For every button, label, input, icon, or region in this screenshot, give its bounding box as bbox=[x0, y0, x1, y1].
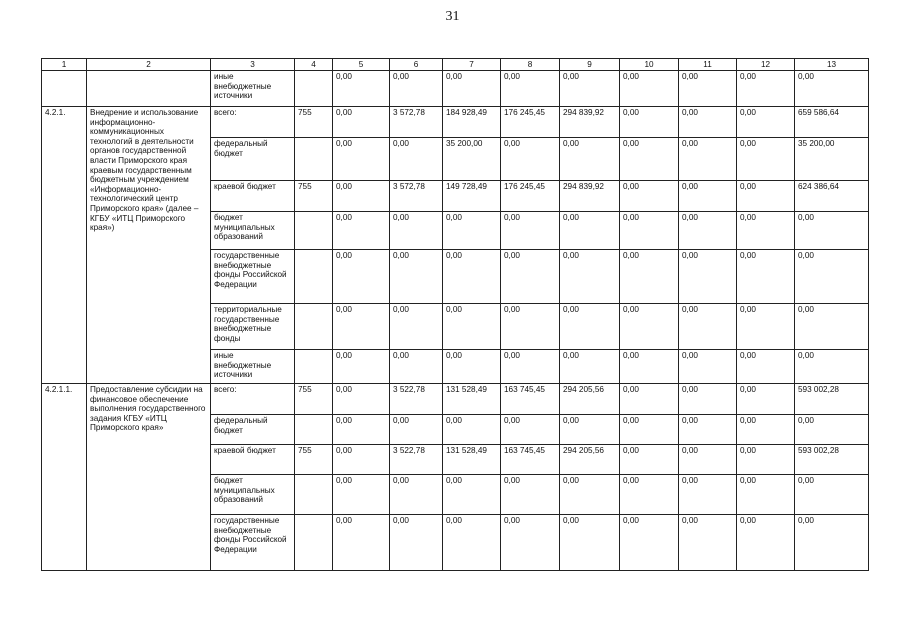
value-cell: 0,00 bbox=[620, 181, 679, 212]
item-code-cell: 4.2.1. bbox=[42, 107, 87, 384]
value-cell: 0,00 bbox=[390, 71, 443, 107]
value-cell: 0,00 bbox=[737, 445, 795, 475]
value-cell: 0,00 bbox=[679, 350, 737, 384]
table-row bbox=[42, 107, 869, 138]
value-cell: 0,00 bbox=[333, 181, 390, 212]
value-cell: 0,00 bbox=[737, 212, 795, 250]
source-cell: бюджет муниципальных образований bbox=[211, 212, 295, 250]
source-cell: краевой бюджет bbox=[211, 181, 295, 212]
value-cell: 0,00 bbox=[795, 415, 869, 445]
value-cell: 0,00 bbox=[501, 304, 560, 350]
code4-cell bbox=[295, 212, 333, 250]
value-cell: 0,00 bbox=[443, 350, 501, 384]
value-cell: 0,00 bbox=[560, 515, 620, 571]
source-cell: федеральный бюджет bbox=[211, 138, 295, 181]
value-cell: 0,00 bbox=[679, 475, 737, 515]
value-cell: 0,00 bbox=[333, 475, 390, 515]
value-cell: 0,00 bbox=[333, 71, 390, 107]
code4-cell bbox=[295, 304, 333, 350]
value-cell: 0,00 bbox=[737, 107, 795, 138]
header-cell: 12 bbox=[737, 59, 795, 71]
header-cell: 1 bbox=[42, 59, 87, 71]
source-cell: иные внебюджетные источники bbox=[211, 350, 295, 384]
value-cell: 294 205,56 bbox=[560, 445, 620, 475]
table-header bbox=[42, 59, 869, 71]
value-cell: 0,00 bbox=[333, 384, 390, 415]
value-cell: 0,00 bbox=[620, 212, 679, 250]
value-cell: 0,00 bbox=[443, 212, 501, 250]
item-name-cell: Предоставление субсидии на финансовое обеспечение выполнения государственного задания КГБУ «ИТЦ Приморского края» bbox=[87, 384, 211, 571]
value-cell: 0,00 bbox=[501, 415, 560, 445]
value-cell: 0,00 bbox=[679, 515, 737, 571]
value-cell: 131 528,49 bbox=[443, 384, 501, 415]
code4-cell bbox=[295, 71, 333, 107]
value-cell: 0,00 bbox=[390, 415, 443, 445]
name-cell bbox=[87, 71, 211, 107]
value-cell: 294 839,92 bbox=[560, 181, 620, 212]
code-cell bbox=[42, 71, 87, 107]
value-cell: 0,00 bbox=[737, 304, 795, 350]
value-cell: 0,00 bbox=[737, 415, 795, 445]
value-cell: 0,00 bbox=[333, 212, 390, 250]
value-cell: 0,00 bbox=[560, 415, 620, 445]
value-cell: 593 002,28 bbox=[795, 384, 869, 415]
value-cell: 0,00 bbox=[390, 475, 443, 515]
value-cell: 0,00 bbox=[737, 138, 795, 181]
value-cell: 0,00 bbox=[560, 212, 620, 250]
header-cell: 8 bbox=[501, 59, 560, 71]
value-cell: 0,00 bbox=[443, 415, 501, 445]
value-cell: 176 245,45 bbox=[501, 181, 560, 212]
page-number: 31 bbox=[445, 9, 460, 24]
budget-table bbox=[41, 58, 869, 571]
value-cell: 0,00 bbox=[501, 71, 560, 107]
value-cell: 0,00 bbox=[679, 138, 737, 181]
value-cell: 0,00 bbox=[560, 350, 620, 384]
value-cell: 0,00 bbox=[560, 304, 620, 350]
header-cell: 6 bbox=[390, 59, 443, 71]
value-cell: 0,00 bbox=[333, 138, 390, 181]
code4-cell bbox=[295, 515, 333, 571]
value-cell: 624 386,64 bbox=[795, 181, 869, 212]
value-cell: 0,00 bbox=[679, 445, 737, 475]
value-cell: 0,00 bbox=[679, 212, 737, 250]
value-cell: 0,00 bbox=[501, 138, 560, 181]
table-row bbox=[42, 71, 869, 107]
value-cell: 0,00 bbox=[679, 415, 737, 445]
value-cell: 149 728,49 bbox=[443, 181, 501, 212]
value-cell: 0,00 bbox=[620, 250, 679, 304]
value-cell: 0,00 bbox=[737, 384, 795, 415]
header-cell: 13 bbox=[795, 59, 869, 71]
value-cell: 0,00 bbox=[795, 250, 869, 304]
header-cell: 11 bbox=[679, 59, 737, 71]
source-cell: государственные внебюджетные фонды Российской Федерации bbox=[211, 515, 295, 571]
value-cell: 0,00 bbox=[620, 107, 679, 138]
value-cell: 0,00 bbox=[333, 445, 390, 475]
value-cell: 294 205,56 bbox=[560, 384, 620, 415]
value-cell: 0,00 bbox=[737, 71, 795, 107]
value-cell: 0,00 bbox=[795, 71, 869, 107]
value-cell: 0,00 bbox=[333, 515, 390, 571]
header-cell: 5 bbox=[333, 59, 390, 71]
value-cell: 593 002,28 bbox=[795, 445, 869, 475]
value-cell: 0,00 bbox=[679, 107, 737, 138]
value-cell: 131 528,49 bbox=[443, 445, 501, 475]
value-cell: 0,00 bbox=[679, 181, 737, 212]
header-row bbox=[42, 59, 869, 71]
value-cell: 35 200,00 bbox=[795, 138, 869, 181]
value-cell: 0,00 bbox=[501, 515, 560, 571]
item-code-cell: 4.2.1.1. bbox=[42, 384, 87, 571]
header-cell: 10 bbox=[620, 59, 679, 71]
header-cell: 4 bbox=[295, 59, 333, 71]
value-cell: 0,00 bbox=[390, 212, 443, 250]
value-cell: 0,00 bbox=[737, 250, 795, 304]
value-cell: 0,00 bbox=[443, 71, 501, 107]
value-cell: 0,00 bbox=[333, 415, 390, 445]
value-cell: 163 745,45 bbox=[501, 384, 560, 415]
value-cell: 0,00 bbox=[620, 384, 679, 415]
code4-cell: 755 bbox=[295, 107, 333, 138]
value-cell: 3 572,78 bbox=[390, 181, 443, 212]
code4-cell: 755 bbox=[295, 384, 333, 415]
value-cell: 0,00 bbox=[501, 212, 560, 250]
value-cell: 0,00 bbox=[560, 250, 620, 304]
value-cell: 0,00 bbox=[795, 515, 869, 571]
value-cell: 0,00 bbox=[679, 250, 737, 304]
code4-cell bbox=[295, 415, 333, 445]
value-cell: 0,00 bbox=[390, 515, 443, 571]
code4-cell bbox=[295, 250, 333, 304]
code4-cell bbox=[295, 475, 333, 515]
value-cell: 0,00 bbox=[737, 350, 795, 384]
value-cell: 0,00 bbox=[795, 350, 869, 384]
value-cell: 0,00 bbox=[679, 304, 737, 350]
header-cell: 3 bbox=[211, 59, 295, 71]
header-cell: 2 bbox=[87, 59, 211, 71]
value-cell: 0,00 bbox=[443, 304, 501, 350]
code4-cell bbox=[295, 350, 333, 384]
value-cell: 0,00 bbox=[620, 138, 679, 181]
value-cell: 0,00 bbox=[795, 475, 869, 515]
code4-cell bbox=[295, 138, 333, 181]
value-cell: 0,00 bbox=[620, 71, 679, 107]
source-cell: краевой бюджет bbox=[211, 445, 295, 475]
value-cell: 0,00 bbox=[333, 107, 390, 138]
value-cell: 0,00 bbox=[560, 138, 620, 181]
source-cell: всего: bbox=[211, 384, 295, 415]
value-cell: 0,00 bbox=[620, 515, 679, 571]
value-cell: 0,00 bbox=[333, 304, 390, 350]
value-cell: 0,00 bbox=[620, 415, 679, 445]
value-cell: 176 245,45 bbox=[501, 107, 560, 138]
source-cell: всего: bbox=[211, 107, 295, 138]
value-cell: 0,00 bbox=[620, 350, 679, 384]
value-cell: 0,00 bbox=[620, 445, 679, 475]
value-cell: 3 572,78 bbox=[390, 107, 443, 138]
value-cell: 0,00 bbox=[390, 304, 443, 350]
value-cell: 0,00 bbox=[679, 71, 737, 107]
source-cell: государственные внебюджетные фонды Российской Федерации bbox=[211, 250, 295, 304]
source-cell: территориальные государственные внебюджетные фонды bbox=[211, 304, 295, 350]
source-cell: федеральный бюджет bbox=[211, 415, 295, 445]
item-name-cell: Внедрение и использование информационно-коммуникационных технологий в деятельности органов государственной власти Приморского края краевым государственным бюджетным учреждением «Информационно-технологический центр Приморского края» (далее – КГБУ «ИТЦ Приморского края») bbox=[87, 107, 211, 384]
value-cell: 0,00 bbox=[333, 350, 390, 384]
value-cell: 0,00 bbox=[795, 212, 869, 250]
value-cell: 0,00 bbox=[390, 350, 443, 384]
value-cell: 0,00 bbox=[620, 304, 679, 350]
value-cell: 294 839,92 bbox=[560, 107, 620, 138]
source-cell: иные внебюджетные источники bbox=[211, 71, 295, 107]
value-cell: 163 745,45 bbox=[501, 445, 560, 475]
value-cell: 3 522,78 bbox=[390, 384, 443, 415]
table-row bbox=[42, 384, 869, 415]
value-cell: 0,00 bbox=[737, 475, 795, 515]
value-cell: 0,00 bbox=[501, 350, 560, 384]
value-cell: 0,00 bbox=[443, 250, 501, 304]
value-cell: 0,00 bbox=[443, 475, 501, 515]
value-cell: 0,00 bbox=[443, 515, 501, 571]
value-cell: 0,00 bbox=[333, 250, 390, 304]
table-body bbox=[42, 71, 869, 571]
value-cell: 3 522,78 bbox=[390, 445, 443, 475]
value-cell: 0,00 bbox=[679, 384, 737, 415]
code4-cell: 755 bbox=[295, 181, 333, 212]
value-cell: 0,00 bbox=[390, 138, 443, 181]
value-cell: 0,00 bbox=[620, 475, 679, 515]
value-cell: 0,00 bbox=[737, 515, 795, 571]
value-cell: 0,00 bbox=[737, 181, 795, 212]
value-cell: 0,00 bbox=[560, 475, 620, 515]
code4-cell: 755 bbox=[295, 445, 333, 475]
source-cell: бюджет муниципальных образований bbox=[211, 475, 295, 515]
value-cell: 0,00 bbox=[501, 250, 560, 304]
header-cell: 7 bbox=[443, 59, 501, 71]
value-cell: 184 928,49 bbox=[443, 107, 501, 138]
value-cell: 659 586,64 bbox=[795, 107, 869, 138]
value-cell: 0,00 bbox=[560, 71, 620, 107]
header-cell: 9 bbox=[560, 59, 620, 71]
value-cell: 35 200,00 bbox=[443, 138, 501, 181]
value-cell: 0,00 bbox=[501, 475, 560, 515]
value-cell: 0,00 bbox=[390, 250, 443, 304]
value-cell: 0,00 bbox=[795, 304, 869, 350]
